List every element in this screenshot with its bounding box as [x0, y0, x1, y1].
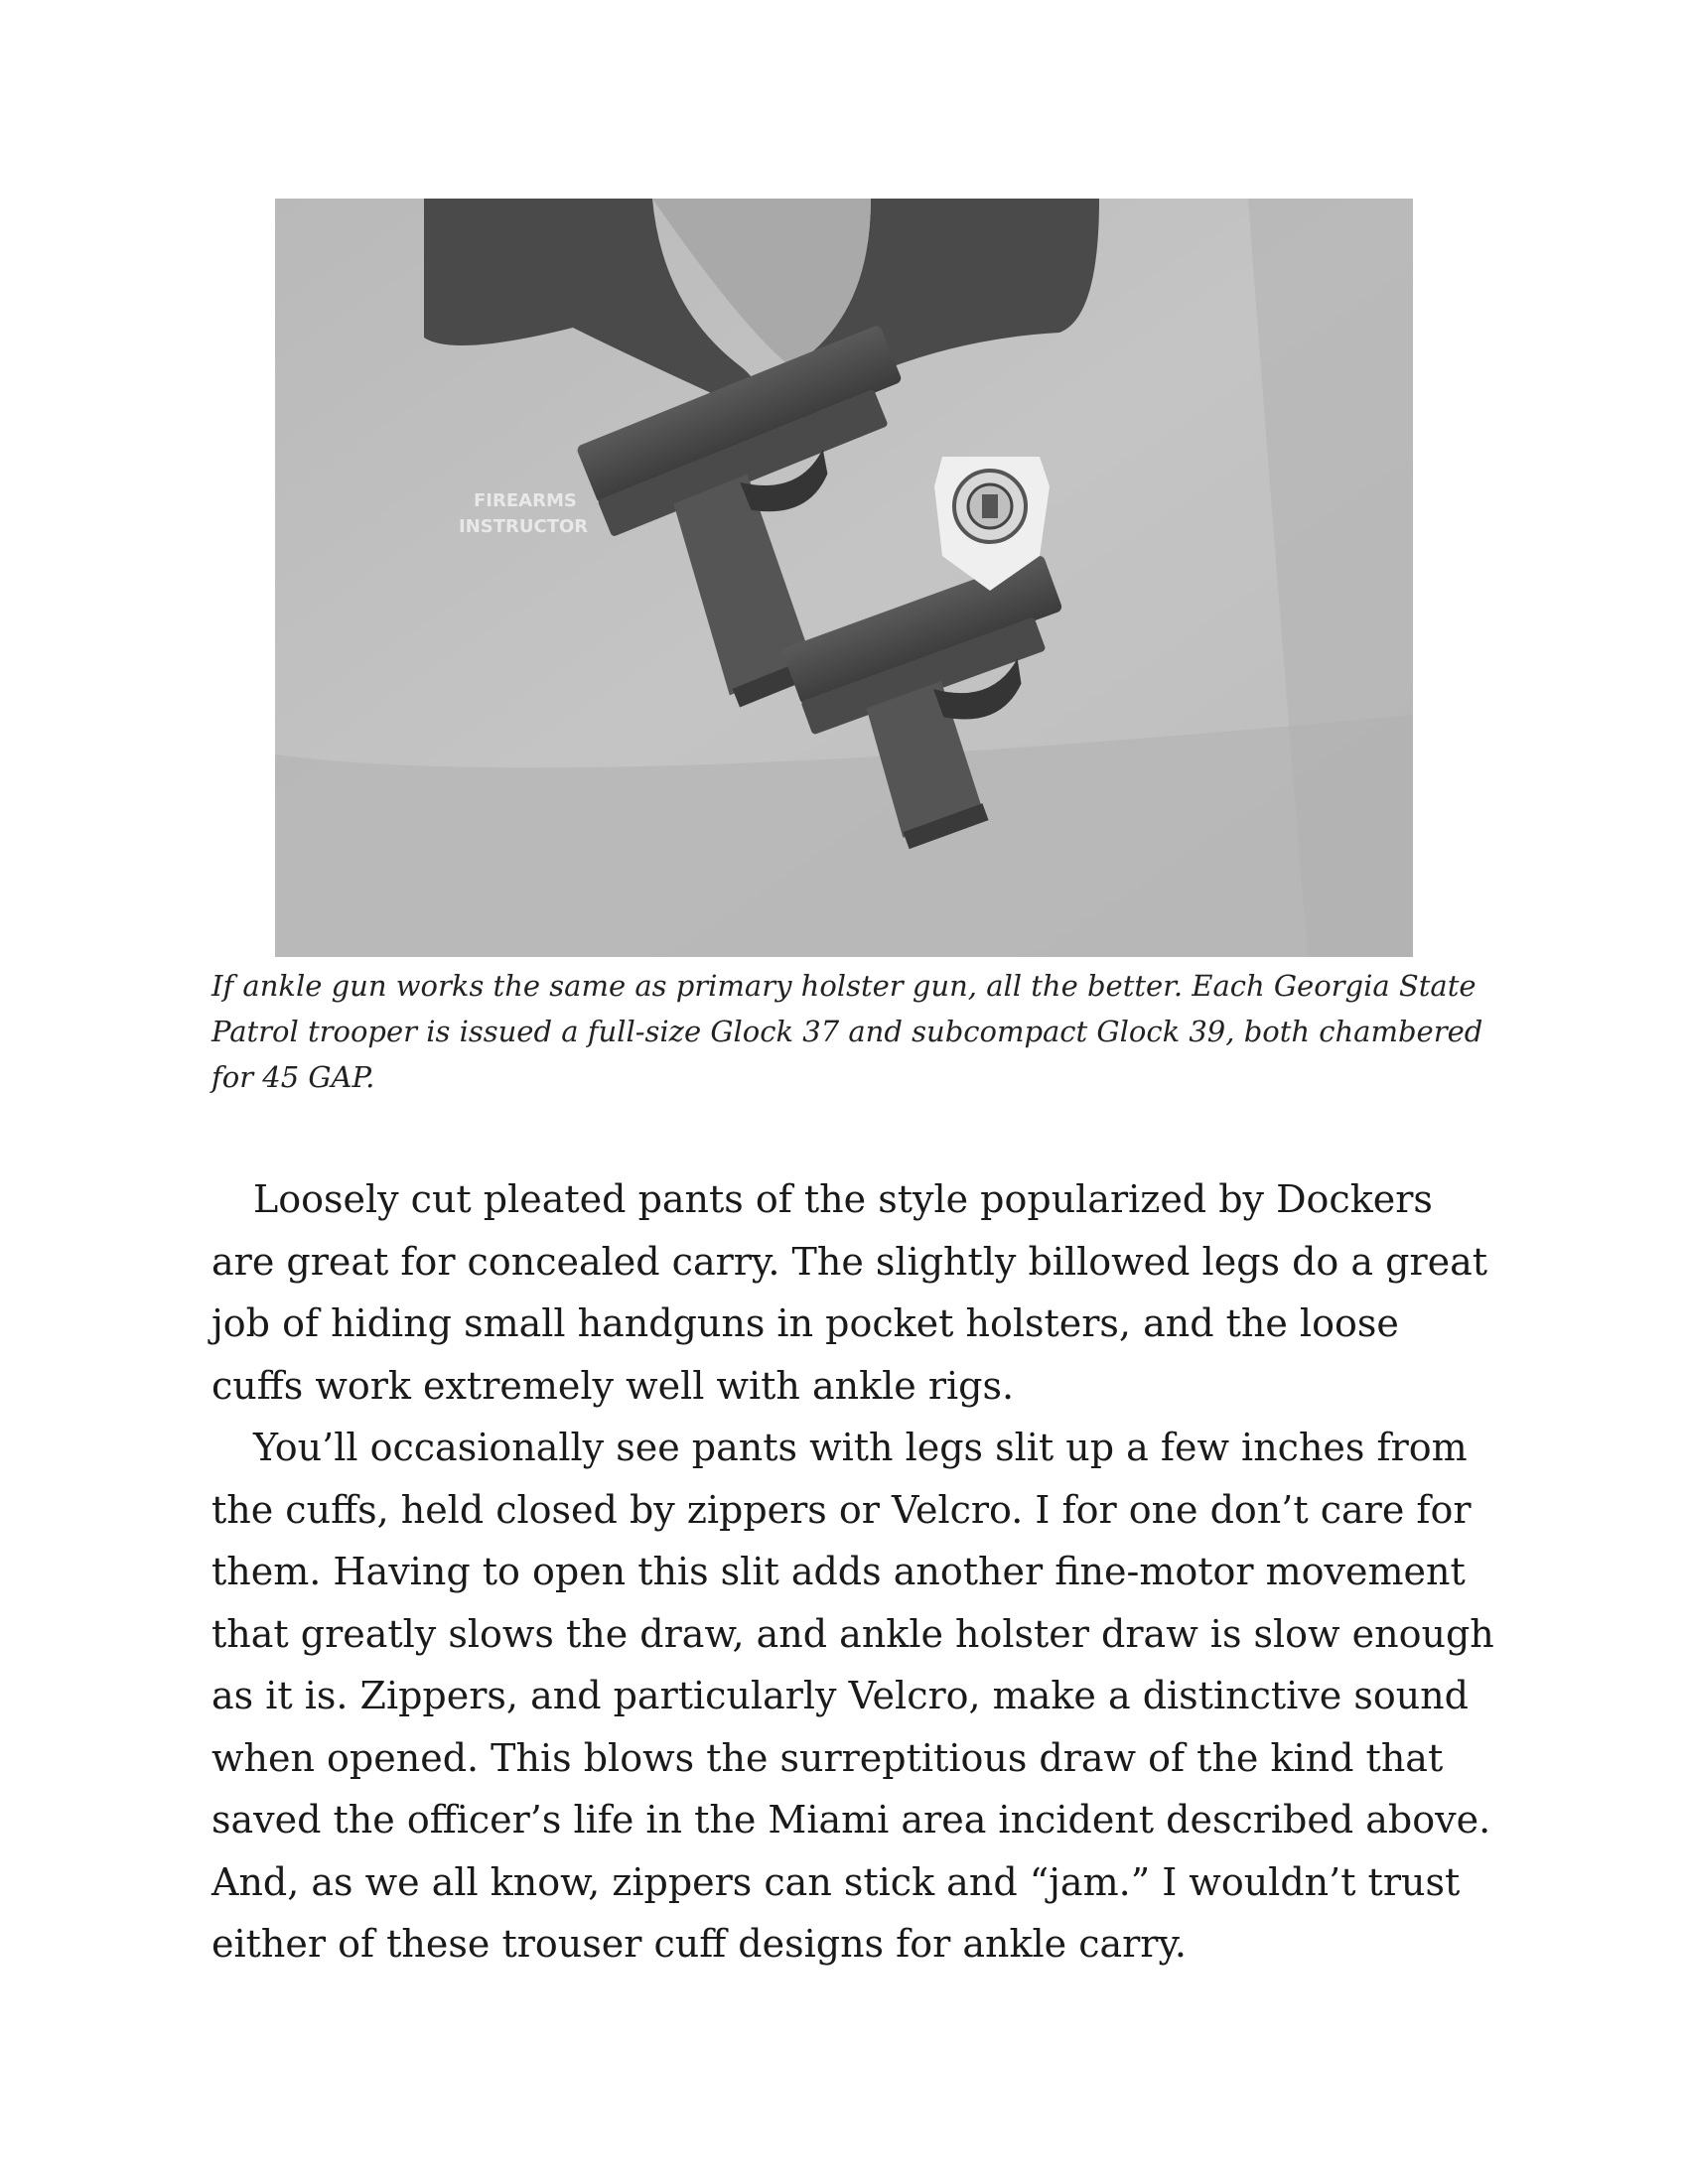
photo-two-glock-pistols-icon [275, 199, 1413, 957]
figure-photo [275, 199, 1413, 957]
paragraph-2: You’ll occasionally see pants with legs slit up a few inches from the cuffs, held closed by zippers or Velcro. I for one don’t care for them. Having to open this slit adds another fine-motor movement that greatly slows the draw, and ankle holster draw is slow enough as it is. Zippers, and particularly Velcro, make a distinctive sound when opened. This blows the surreptitious draw of the kind that saved the officer’s life in the Miami area incident described above. And, as we all know, zippers can stick and “jam.” I wouldn’t trust either of these trouser cuff designs for ankle carry. [211, 1426, 1494, 1966]
shirt-embroidery-line1: FIREARMS [474, 490, 577, 511]
paragraph-1: Loosely cut pleated pants of the style popularized by Dockers are great for concealed carry. The slightly billowed legs do a great job of hiding small handguns in pocket holsters, and the loose cuffs work extremely well with ankle rigs. [211, 1177, 1488, 1408]
shirt-embroidery-line2: INSTRUCTOR [459, 516, 589, 537]
body-text [211, 1168, 1502, 1976]
figure-caption: If ankle gun works the same as primary holster gun, all the better. Each Georgia State Patrol trooper is issued a full-size Glock 37 and subcompact Glock 39, both chambered for 45 GAP. [211, 969, 1483, 1094]
